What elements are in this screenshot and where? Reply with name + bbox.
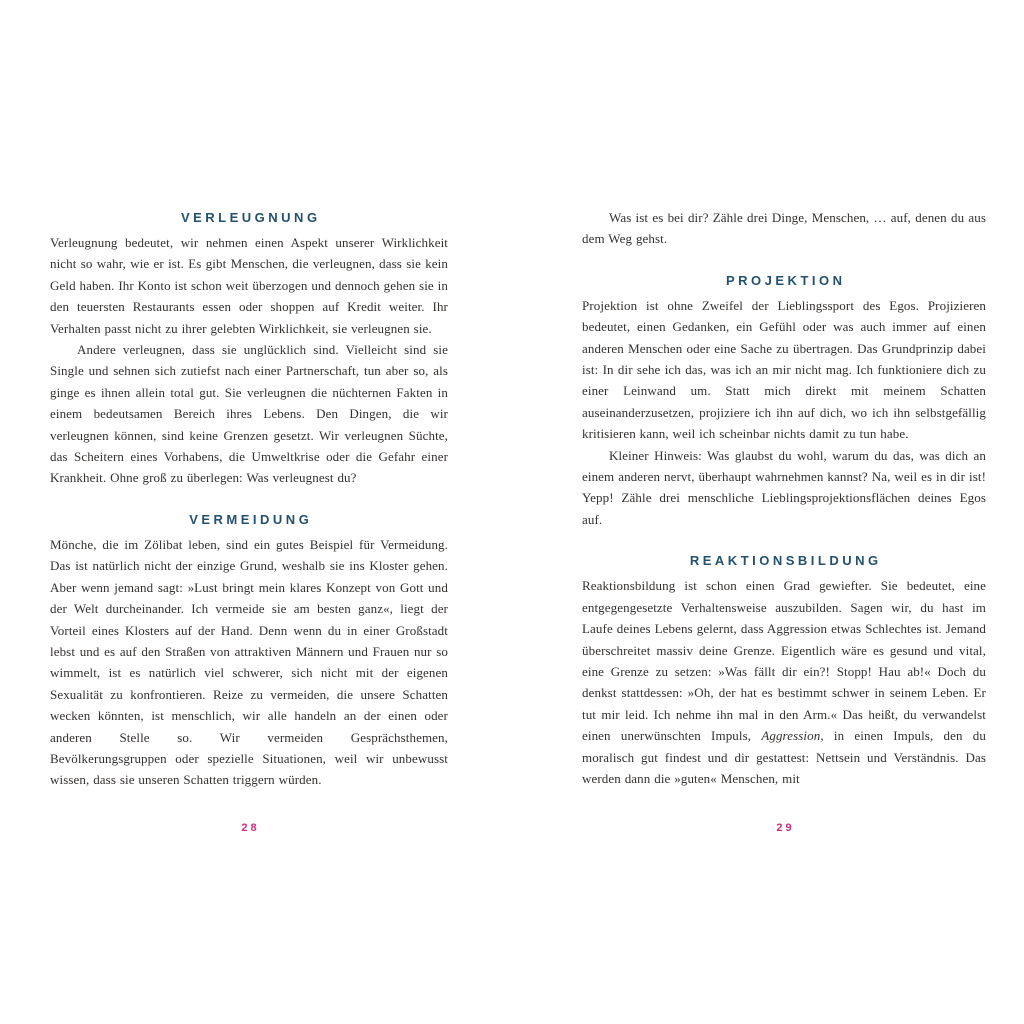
page-left-text-column (50, 207, 448, 791)
body-paragraph: Reaktionsbildung ist schon einen Grad gewiefter. Sie bedeutet, eine entgegengesetzte Verhaltensweise auszubilden. Sagen wir, du hast im Laufe deines Lebens gelernt, dass Aggression etwas Schlechtes ist. Jemand überschreitet massiv deine Grenze. Eigentlich wäre es gesund und vital, eine Grenze zu setzen: »Was fällt dir ein?! Stopp! Hau ab!« Doch du denkst stattdessen: »Oh, der hat es bestimmt schwer in seinem Leben. Er tut mir leid. Ich nehme ihn mal in den Arm.« Das heißt, du verwandelst einen unerwünschten Impuls, Aggression, in einen Impuls, den du moralisch gut findest und dir gestattest: Nettsein und Verständnis. Das werden dann die »guten« Menschen, mit (582, 578, 986, 786)
body-paragraph: Verleugnung bedeutet, wir nehmen einen Aspekt unserer Wirklichkeit nicht so wahr, wie er ist. Es gibt Menschen, die verleugnen, dass sie kein Geld haben. Ihr Konto ist schon weit überzogen und dennoch gehen sie in den teuersten Restaurants essen oder shoppen auf Kredit weiter. Ihr Verhalten passt nicht zu ihrer gelebten Wirklichkeit, sie verleugnen sie. (50, 235, 448, 336)
section-heading: VERMEIDUNG (189, 511, 313, 527)
page-number-right: 29 (776, 822, 795, 834)
body-paragraph: Was ist es bei dir? Zähle drei Dinge, Menschen, … auf, denen du aus dem Weg gehst. (582, 210, 986, 247)
body-paragraph: Andere verleugnen, dass sie unglücklich sind. Vielleicht sind sie Single und sehnen sich zutiefst nach einer Partnerschaft, tun aber so, als ginge es ihnen allein total gut. Sie verleugnen die nüchternen Fakten in einem bedeutsamen Bereich ihres Lebens. Den Dingen, die wir verleugnen können, sind keine Grenzen gesetzt. Wir verleugnen Süchte, das Scheitern eines Vorhabens, die Umweltkrise oder die Gefahr einer Krankheit. Ohne groß zu überlegen: Was verleugnest du? (50, 342, 448, 486)
page-right-text-column (582, 207, 986, 789)
body-paragraph: Kleiner Hinweis: Was glaubst du wohl, warum du das, was dich an einem anderen nervt, überhaupt wahrnehmen kannst? Na, weil es in dir ist! Yepp! Zähle drei menschliche Lieblingsprojektionsflächen deines Egos auf. (582, 447, 986, 527)
section-heading: REAKTIONSBILDUNG (689, 553, 882, 569)
page-number-left: 28 (241, 822, 260, 834)
body-paragraph: Projektion ist ohne Zweifel der Lieblingssport des Egos. Projizieren bedeutet, einen Gedanken, ein Gefühl oder was auch immer auf einen anderen Menschen oder eine Sache zu übertragen. Das Grundprinzip dabei ist: In dir sehe ich das, was ich an mir nicht mag. Ich funktioniere dich zu einer Leinwand um. Statt mich direkt mit meinem Schatten auseinanderzusetzen, projiziere ich ihn auf dich, wo ich ihn selbstgefällig kritisieren kann, weil ich scheinbar nichts damit zu tun habe. (582, 297, 986, 442)
section-heading: PROJEKTION (725, 272, 846, 288)
body-paragraph: Mönche, die im Zölibat leben, sind ein gutes Beispiel für Vermeidung. Das ist natürlich nicht der einzige Grund, weshalb sie ins Kloster gehen. Aber wenn jemand sagt: »Lust bringt mein klares Konzept von Gott und der Welt durcheinander. Ich vermeide sie am besten ganz«, liegt der Vorteil eines Klosters auf der Hand. Denn wenn du in einer Großstadt lebst und es auf den Straßen von attraktiven Männern und Frauen nur so wimmelt, ist es natürlich viel schwerer, sich nicht mit der eigenen Sexualität zu konfrontieren. Reize zu vermeiden, die unsere Schatten wecken könnten, ist menschlich, wir alle handeln an der einen oder anderen Stelle so. Wir vermeiden Gesprächsthemen, Bevölkerungsgruppen oder spezielle Situationen, weil wir unbewusst wissen, dass sie unseren Schatten triggern würden. (50, 536, 448, 788)
section-heading: VERLEUGNUNG (180, 210, 321, 225)
